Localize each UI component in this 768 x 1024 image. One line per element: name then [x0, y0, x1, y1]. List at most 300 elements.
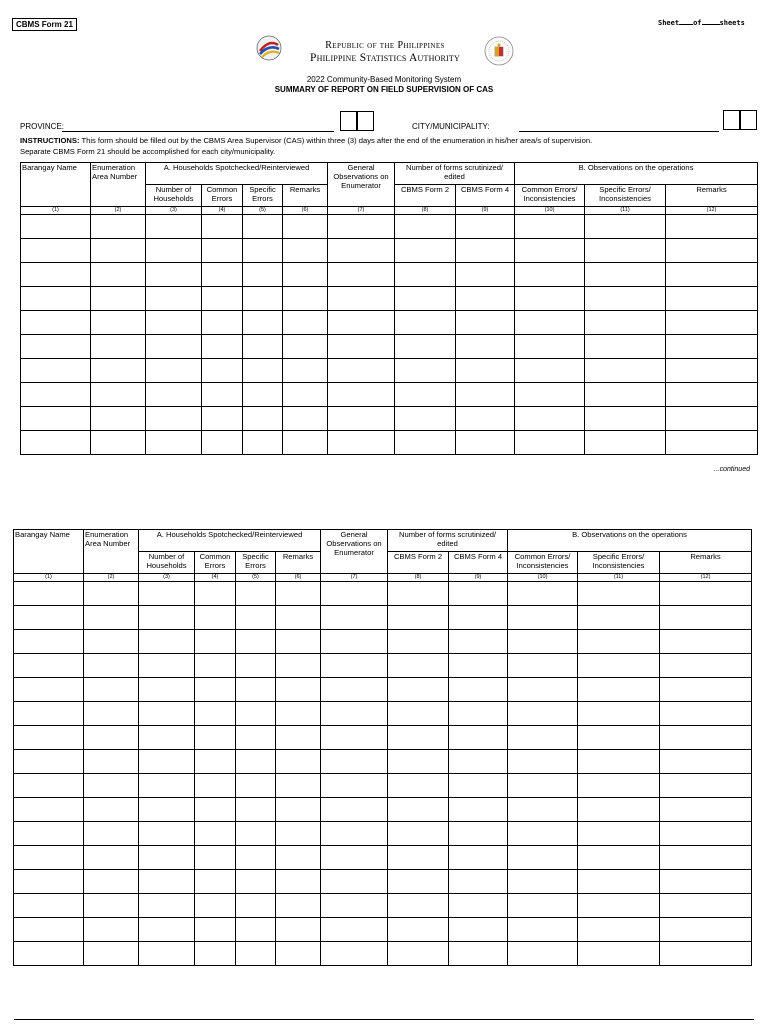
table-cell[interactable]	[21, 359, 91, 383]
table-cell[interactable]	[243, 287, 283, 311]
table-cell[interactable]	[321, 918, 388, 942]
table-cell[interactable]	[139, 894, 195, 918]
table-cell[interactable]	[202, 383, 243, 407]
table-cell[interactable]	[276, 942, 321, 966]
table-cell[interactable]	[276, 894, 321, 918]
table-cell[interactable]	[449, 582, 508, 606]
table-cell[interactable]	[449, 678, 508, 702]
table-cell[interactable]	[84, 702, 139, 726]
table-cell[interactable]	[14, 702, 84, 726]
table-cell[interactable]	[243, 407, 283, 431]
table-cell[interactable]	[585, 311, 666, 335]
table-cell[interactable]	[395, 407, 456, 431]
table-cell[interactable]	[449, 774, 508, 798]
table-cell[interactable]	[660, 606, 752, 630]
table-cell[interactable]	[283, 263, 328, 287]
total-sheets-blank[interactable]	[702, 24, 720, 25]
table-cell[interactable]	[21, 287, 91, 311]
table-cell[interactable]	[508, 894, 578, 918]
table-cell[interactable]	[139, 630, 195, 654]
table-cell[interactable]	[388, 822, 449, 846]
table-cell[interactable]	[21, 407, 91, 431]
table-cell[interactable]	[515, 335, 585, 359]
table-cell[interactable]	[660, 654, 752, 678]
table-cell[interactable]	[84, 678, 139, 702]
table-cell[interactable]	[195, 606, 236, 630]
table-cell[interactable]	[456, 239, 515, 263]
table-cell[interactable]	[84, 822, 139, 846]
table-cell[interactable]	[660, 582, 752, 606]
table-cell[interactable]	[84, 798, 139, 822]
table-cell[interactable]	[660, 678, 752, 702]
table-cell[interactable]	[449, 846, 508, 870]
table-cell[interactable]	[236, 822, 276, 846]
table-cell[interactable]	[195, 582, 236, 606]
table-cell[interactable]	[449, 822, 508, 846]
table-cell[interactable]	[660, 918, 752, 942]
table-cell[interactable]	[585, 335, 666, 359]
table-cell[interactable]	[195, 630, 236, 654]
table-cell[interactable]	[139, 870, 195, 894]
table-cell[interactable]	[395, 383, 456, 407]
table-cell[interactable]	[660, 942, 752, 966]
table-cell[interactable]	[456, 359, 515, 383]
table-cell[interactable]	[456, 215, 515, 239]
table-cell[interactable]	[283, 215, 328, 239]
table-cell[interactable]	[195, 774, 236, 798]
table-cell[interactable]	[14, 606, 84, 630]
table-cell[interactable]	[21, 239, 91, 263]
table-cell[interactable]	[14, 822, 84, 846]
table-cell[interactable]	[449, 870, 508, 894]
table-cell[interactable]	[666, 407, 758, 431]
table-cell[interactable]	[195, 654, 236, 678]
table-cell[interactable]	[395, 287, 456, 311]
table-cell[interactable]	[321, 846, 388, 870]
table-cell[interactable]	[456, 383, 515, 407]
table-cell[interactable]	[236, 894, 276, 918]
table-cell[interactable]	[388, 726, 449, 750]
table-cell[interactable]	[195, 702, 236, 726]
table-cell[interactable]	[276, 606, 321, 630]
table-cell[interactable]	[243, 239, 283, 263]
table-cell[interactable]	[388, 630, 449, 654]
table-cell[interactable]	[508, 870, 578, 894]
table-cell[interactable]	[321, 894, 388, 918]
table-cell[interactable]	[91, 407, 146, 431]
table-cell[interactable]	[515, 431, 585, 455]
table-cell[interactable]	[84, 750, 139, 774]
table-cell[interactable]	[91, 359, 146, 383]
table-cell[interactable]	[508, 702, 578, 726]
table-cell[interactable]	[585, 263, 666, 287]
table-cell[interactable]	[283, 431, 328, 455]
table-cell[interactable]	[146, 263, 202, 287]
table-cell[interactable]	[578, 774, 660, 798]
table-cell[interactable]	[449, 798, 508, 822]
table-cell[interactable]	[236, 654, 276, 678]
city-code-box-2[interactable]	[739, 110, 757, 130]
table-cell[interactable]	[14, 630, 84, 654]
table-cell[interactable]	[146, 287, 202, 311]
table-cell[interactable]	[456, 407, 515, 431]
table-cell[interactable]	[328, 407, 395, 431]
table-cell[interactable]	[243, 335, 283, 359]
table-cell[interactable]	[243, 431, 283, 455]
table-cell[interactable]	[14, 750, 84, 774]
table-cell[interactable]	[585, 287, 666, 311]
table-cell[interactable]	[276, 654, 321, 678]
table-cell[interactable]	[283, 359, 328, 383]
table-cell[interactable]	[508, 654, 578, 678]
table-cell[interactable]	[578, 678, 660, 702]
table-cell[interactable]	[146, 311, 202, 335]
table-cell[interactable]	[146, 431, 202, 455]
table-cell[interactable]	[660, 870, 752, 894]
table-cell[interactable]	[236, 702, 276, 726]
table-cell[interactable]	[236, 774, 276, 798]
table-cell[interactable]	[388, 678, 449, 702]
table-cell[interactable]	[660, 894, 752, 918]
table-cell[interactable]	[578, 942, 660, 966]
table-cell[interactable]	[14, 870, 84, 894]
table-cell[interactable]	[84, 774, 139, 798]
table-cell[interactable]	[21, 383, 91, 407]
table-cell[interactable]	[508, 582, 578, 606]
table-cell[interactable]	[21, 311, 91, 335]
table-cell[interactable]	[146, 383, 202, 407]
table-cell[interactable]	[14, 654, 84, 678]
table-cell[interactable]	[578, 822, 660, 846]
table-cell[interactable]	[139, 654, 195, 678]
table-cell[interactable]	[321, 798, 388, 822]
table-cell[interactable]	[585, 359, 666, 383]
table-cell[interactable]	[321, 822, 388, 846]
table-cell[interactable]	[321, 774, 388, 798]
table-cell[interactable]	[660, 822, 752, 846]
table-cell[interactable]	[202, 239, 243, 263]
table-cell[interactable]	[578, 702, 660, 726]
table-cell[interactable]	[508, 678, 578, 702]
table-cell[interactable]	[388, 606, 449, 630]
table-cell[interactable]	[84, 846, 139, 870]
table-cell[interactable]	[14, 726, 84, 750]
table-cell[interactable]	[585, 383, 666, 407]
table-cell[interactable]	[202, 431, 243, 455]
table-cell[interactable]	[84, 918, 139, 942]
table-cell[interactable]	[14, 678, 84, 702]
table-cell[interactable]	[328, 383, 395, 407]
table-cell[interactable]	[139, 702, 195, 726]
table-cell[interactable]	[195, 678, 236, 702]
table-cell[interactable]	[456, 431, 515, 455]
table-cell[interactable]	[276, 678, 321, 702]
table-cell[interactable]	[328, 431, 395, 455]
table-cell[interactable]	[91, 263, 146, 287]
table-cell[interactable]	[146, 335, 202, 359]
table-cell[interactable]	[666, 431, 758, 455]
table-cell[interactable]	[14, 798, 84, 822]
table-cell[interactable]	[283, 407, 328, 431]
table-cell[interactable]	[515, 263, 585, 287]
table-cell[interactable]	[321, 702, 388, 726]
table-cell[interactable]	[139, 846, 195, 870]
table-cell[interactable]	[139, 678, 195, 702]
table-cell[interactable]	[388, 702, 449, 726]
table-cell[interactable]	[146, 215, 202, 239]
table-cell[interactable]	[236, 798, 276, 822]
table-cell[interactable]	[195, 798, 236, 822]
table-cell[interactable]	[388, 582, 449, 606]
table-cell[interactable]	[388, 798, 449, 822]
table-cell[interactable]	[84, 870, 139, 894]
table-cell[interactable]	[395, 359, 456, 383]
table-cell[interactable]	[388, 870, 449, 894]
table-cell[interactable]	[91, 239, 146, 263]
table-cell[interactable]	[276, 726, 321, 750]
table-cell[interactable]	[195, 870, 236, 894]
table-cell[interactable]	[585, 407, 666, 431]
table-cell[interactable]	[276, 702, 321, 726]
table-cell[interactable]	[328, 311, 395, 335]
table-cell[interactable]	[283, 239, 328, 263]
table-cell[interactable]	[585, 431, 666, 455]
table-cell[interactable]	[388, 846, 449, 870]
table-cell[interactable]	[276, 846, 321, 870]
table-cell[interactable]	[578, 630, 660, 654]
table-cell[interactable]	[84, 654, 139, 678]
table-cell[interactable]	[395, 215, 456, 239]
table-cell[interactable]	[456, 311, 515, 335]
table-cell[interactable]	[660, 702, 752, 726]
table-cell[interactable]	[243, 311, 283, 335]
table-cell[interactable]	[202, 215, 243, 239]
table-cell[interactable]	[321, 726, 388, 750]
table-cell[interactable]	[508, 822, 578, 846]
table-cell[interactable]	[508, 630, 578, 654]
table-cell[interactable]	[321, 750, 388, 774]
table-cell[interactable]	[666, 239, 758, 263]
table-cell[interactable]	[202, 263, 243, 287]
table-cell[interactable]	[666, 359, 758, 383]
table-cell[interactable]	[328, 359, 395, 383]
table-cell[interactable]	[328, 239, 395, 263]
table-cell[interactable]	[21, 431, 91, 455]
table-cell[interactable]	[91, 431, 146, 455]
table-cell[interactable]	[449, 654, 508, 678]
province-code-box-2[interactable]	[356, 111, 374, 131]
table-cell[interactable]	[139, 582, 195, 606]
table-cell[interactable]	[236, 942, 276, 966]
table-cell[interactable]	[508, 726, 578, 750]
table-cell[interactable]	[508, 606, 578, 630]
table-cell[interactable]	[515, 215, 585, 239]
table-cell[interactable]	[195, 822, 236, 846]
table-cell[interactable]	[449, 750, 508, 774]
table-cell[interactable]	[456, 335, 515, 359]
table-cell[interactable]	[660, 630, 752, 654]
table-cell[interactable]	[585, 239, 666, 263]
table-cell[interactable]	[276, 822, 321, 846]
table-cell[interactable]	[515, 311, 585, 335]
table-cell[interactable]	[91, 215, 146, 239]
table-cell[interactable]	[508, 750, 578, 774]
table-cell[interactable]	[139, 774, 195, 798]
table-cell[interactable]	[321, 942, 388, 966]
table-cell[interactable]	[236, 678, 276, 702]
table-cell[interactable]	[243, 263, 283, 287]
table-cell[interactable]	[139, 798, 195, 822]
province-field[interactable]	[62, 131, 334, 132]
table-cell[interactable]	[515, 287, 585, 311]
table-cell[interactable]	[578, 798, 660, 822]
table-cell[interactable]	[578, 870, 660, 894]
table-cell[interactable]	[236, 606, 276, 630]
table-cell[interactable]	[328, 263, 395, 287]
table-cell[interactable]	[666, 311, 758, 335]
table-cell[interactable]	[578, 726, 660, 750]
table-cell[interactable]	[660, 774, 752, 798]
table-cell[interactable]	[508, 846, 578, 870]
table-cell[interactable]	[578, 894, 660, 918]
table-cell[interactable]	[276, 918, 321, 942]
table-cell[interactable]	[388, 942, 449, 966]
table-cell[interactable]	[449, 702, 508, 726]
table-cell[interactable]	[283, 311, 328, 335]
table-cell[interactable]	[14, 774, 84, 798]
table-cell[interactable]	[21, 215, 91, 239]
table-cell[interactable]	[14, 582, 84, 606]
table-cell[interactable]	[14, 894, 84, 918]
table-cell[interactable]	[388, 774, 449, 798]
table-cell[interactable]	[202, 359, 243, 383]
table-cell[interactable]	[328, 215, 395, 239]
table-cell[interactable]	[395, 335, 456, 359]
table-cell[interactable]	[321, 582, 388, 606]
table-cell[interactable]	[236, 870, 276, 894]
table-cell[interactable]	[91, 383, 146, 407]
table-cell[interactable]	[236, 750, 276, 774]
table-cell[interactable]	[84, 582, 139, 606]
table-cell[interactable]	[21, 335, 91, 359]
table-cell[interactable]	[449, 630, 508, 654]
table-cell[interactable]	[666, 263, 758, 287]
table-cell[interactable]	[508, 942, 578, 966]
table-cell[interactable]	[578, 846, 660, 870]
table-cell[interactable]	[449, 942, 508, 966]
table-cell[interactable]	[84, 606, 139, 630]
table-cell[interactable]	[321, 630, 388, 654]
table-cell[interactable]	[508, 798, 578, 822]
table-cell[interactable]	[515, 383, 585, 407]
table-cell[interactable]	[276, 798, 321, 822]
table-cell[interactable]	[515, 359, 585, 383]
table-cell[interactable]	[283, 383, 328, 407]
table-cell[interactable]	[91, 287, 146, 311]
table-cell[interactable]	[388, 894, 449, 918]
table-cell[interactable]	[395, 431, 456, 455]
table-cell[interactable]	[321, 606, 388, 630]
table-cell[interactable]	[146, 407, 202, 431]
table-cell[interactable]	[449, 894, 508, 918]
table-cell[interactable]	[276, 582, 321, 606]
table-cell[interactable]	[139, 726, 195, 750]
table-cell[interactable]	[321, 678, 388, 702]
table-cell[interactable]	[195, 846, 236, 870]
table-cell[interactable]	[456, 263, 515, 287]
table-cell[interactable]	[91, 335, 146, 359]
table-cell[interactable]	[146, 359, 202, 383]
table-cell[interactable]	[456, 287, 515, 311]
table-cell[interactable]	[585, 215, 666, 239]
table-cell[interactable]	[666, 287, 758, 311]
table-cell[interactable]	[14, 918, 84, 942]
table-cell[interactable]	[388, 918, 449, 942]
table-cell[interactable]	[84, 630, 139, 654]
table-cell[interactable]	[578, 582, 660, 606]
table-cell[interactable]	[666, 383, 758, 407]
table-cell[interactable]	[328, 287, 395, 311]
table-cell[interactable]	[276, 774, 321, 798]
table-cell[interactable]	[139, 606, 195, 630]
table-cell[interactable]	[139, 750, 195, 774]
table-cell[interactable]	[578, 918, 660, 942]
table-cell[interactable]	[243, 383, 283, 407]
table-cell[interactable]	[666, 215, 758, 239]
table-cell[interactable]	[660, 798, 752, 822]
table-cell[interactable]	[508, 774, 578, 798]
sheet-number-blank[interactable]	[679, 24, 693, 25]
table-cell[interactable]	[236, 846, 276, 870]
table-cell[interactable]	[139, 822, 195, 846]
table-cell[interactable]	[195, 750, 236, 774]
table-cell[interactable]	[236, 918, 276, 942]
table-cell[interactable]	[202, 335, 243, 359]
table-cell[interactable]	[84, 894, 139, 918]
table-cell[interactable]	[660, 726, 752, 750]
table-cell[interactable]	[449, 606, 508, 630]
table-cell[interactable]	[91, 311, 146, 335]
table-cell[interactable]	[202, 311, 243, 335]
table-cell[interactable]	[146, 239, 202, 263]
table-cell[interactable]	[283, 287, 328, 311]
table-cell[interactable]	[21, 263, 91, 287]
table-cell[interactable]	[139, 918, 195, 942]
table-cell[interactable]	[236, 630, 276, 654]
table-cell[interactable]	[276, 750, 321, 774]
table-cell[interactable]	[139, 942, 195, 966]
table-cell[interactable]	[395, 263, 456, 287]
table-cell[interactable]	[195, 918, 236, 942]
table-cell[interactable]	[243, 359, 283, 383]
table-cell[interactable]	[321, 870, 388, 894]
table-cell[interactable]	[283, 335, 328, 359]
table-cell[interactable]	[578, 654, 660, 678]
table-cell[interactable]	[84, 726, 139, 750]
table-cell[interactable]	[14, 942, 84, 966]
table-cell[interactable]	[321, 654, 388, 678]
table-cell[interactable]	[449, 726, 508, 750]
table-cell[interactable]	[388, 750, 449, 774]
table-cell[interactable]	[195, 894, 236, 918]
table-cell[interactable]	[328, 335, 395, 359]
table-cell[interactable]	[395, 239, 456, 263]
table-cell[interactable]	[515, 407, 585, 431]
table-cell[interactable]	[388, 654, 449, 678]
table-cell[interactable]	[578, 606, 660, 630]
table-cell[interactable]	[195, 726, 236, 750]
table-cell[interactable]	[276, 870, 321, 894]
